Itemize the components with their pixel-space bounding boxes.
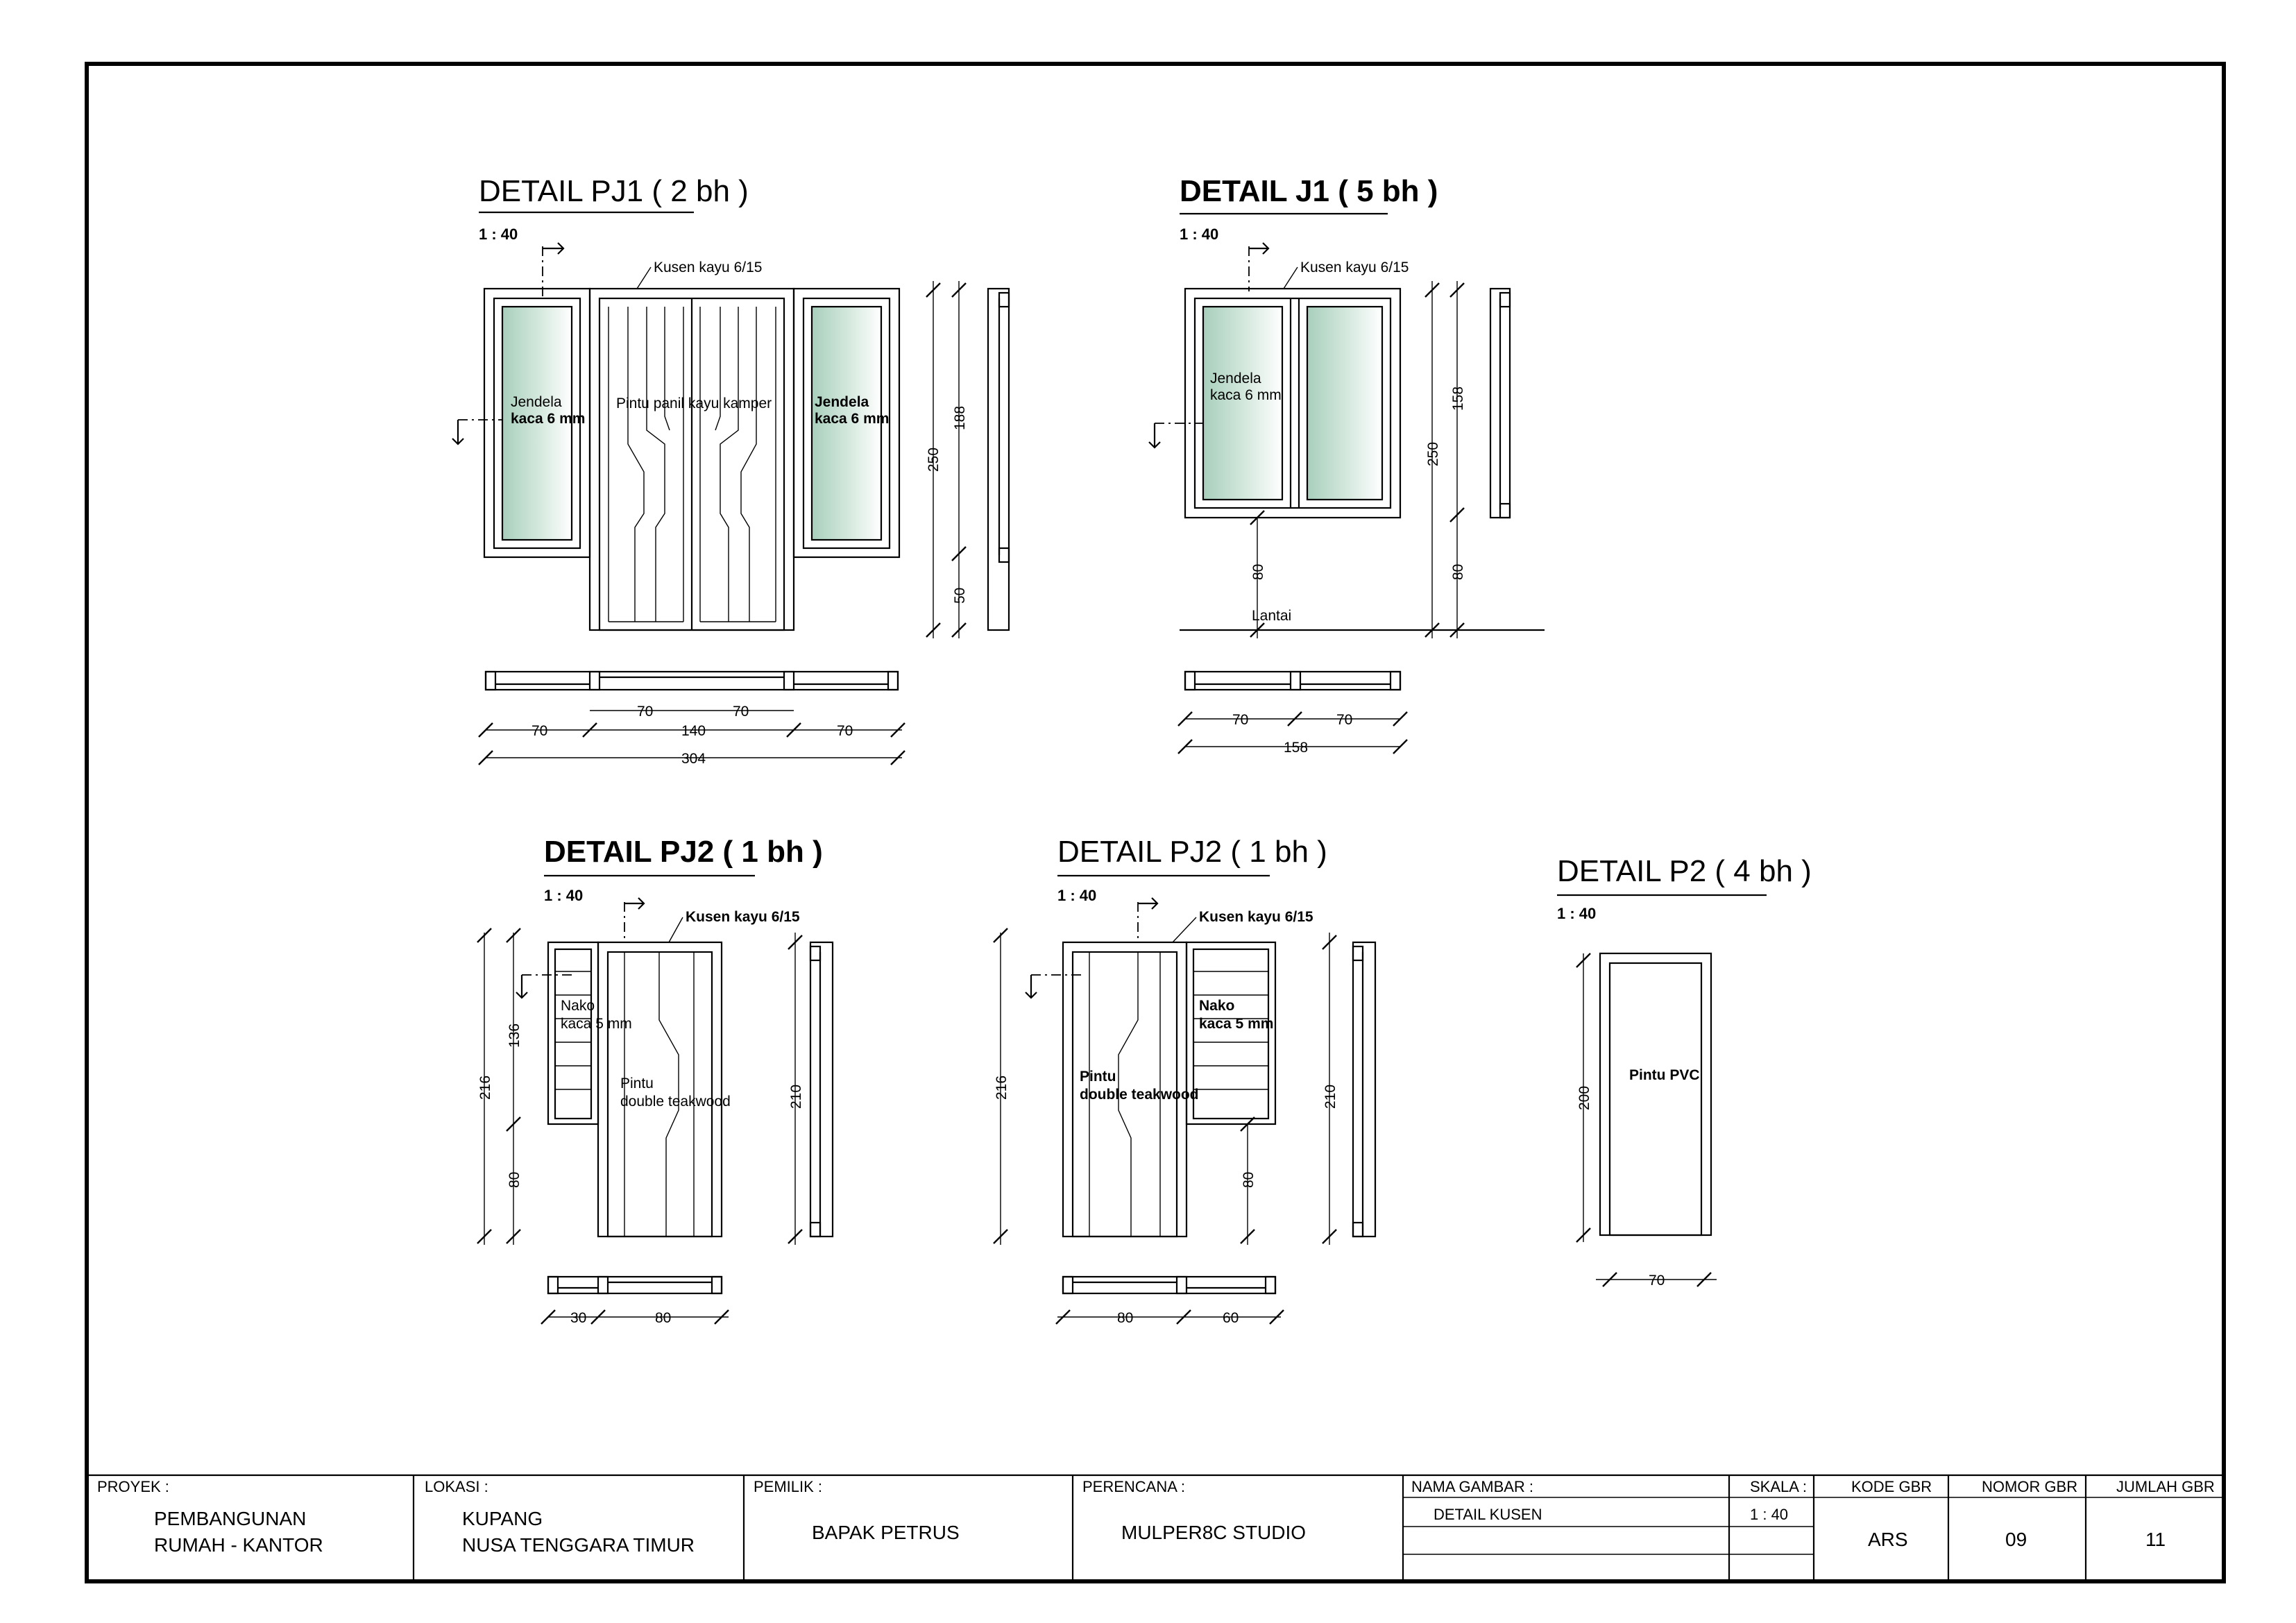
pj2b-door-label-2: double teakwood [1080,1087,1199,1103]
pj2a-dim-total: 216 [477,1075,493,1100]
pj2a-dim-nako: 136 [507,1023,522,1048]
tb-lokasi-line1: KUPANG [462,1508,543,1529]
pj1-dim-w-door1: 70 [637,704,654,720]
j1-dim-w-1: 70 [1232,712,1249,728]
pj1-dim-total-height: 250 [926,447,942,472]
j1-left-glass [1203,307,1282,500]
j1-dim-w-2: 70 [1336,712,1353,728]
tb-perencana-label: PERENCANA : [1082,1478,1185,1495]
pj1-dim-w-right: 70 [837,723,853,739]
title-block [87,1475,2224,1581]
p2-title: DETAIL P2 ( 4 bh ) [1557,854,1812,888]
p2-door-frame [1600,953,1711,1235]
j1-title: DETAIL J1 ( 5 bh ) [1180,174,1438,208]
pj2a-dim-w-2: 80 [655,1310,672,1326]
tb-pemilik-label: PEMILIK : [754,1478,823,1495]
detail-p2 [1557,854,1812,1289]
pj2a-title: DETAIL PJ2 ( 1 bh ) [544,835,823,869]
j1-floor-label: Lantai [1252,608,1292,624]
tb-nomor-label: NOMOR GBR [1982,1478,2078,1495]
pj1-frame-label: Kusen kayu 6/15 [654,260,763,275]
pj2a-door-label-1: Pintu [620,1076,654,1091]
pj2b-dim-w-2: 60 [1223,1310,1239,1326]
tb-proyek-line1: PEMBANGUNAN [154,1508,307,1529]
tb-skala-value: 1 : 40 [1750,1506,1789,1523]
pj2b-title: DETAIL PJ2 ( 1 bh ) [1057,835,1327,869]
j1-dim-w-total: 158 [1284,740,1309,756]
tb-nomor-value: 09 [2005,1529,2027,1550]
pj2a-scale: 1 : 40 [544,887,584,904]
detail-pj1 [452,174,1009,767]
pj2a-dim-bottom: 80 [507,1171,522,1188]
tb-jumlah-value: 11 [2145,1529,2166,1550]
j1-window-label-2: kaca 6 mm [1210,387,1282,403]
pj1-dim-middle: 188 [952,405,968,430]
detail-pj2-b [994,835,1375,1326]
tb-perencana-value: MULPER8C STUDIO [1121,1522,1307,1543]
p2-door-label: Pintu PVC [1629,1067,1700,1083]
tb-kode-value: ARS [1868,1529,1908,1550]
detail-j1 [1149,174,1545,756]
j1-right-glass [1307,307,1382,500]
tb-kode-label: KODE GBR [1851,1478,1932,1495]
pj2b-nako-label-1: Nako [1199,998,1235,1014]
tb-jumlah-label: JUMLAH GBR [2116,1478,2215,1495]
sheet-border [87,64,2224,1581]
pj1-scale: 1 : 40 [479,226,518,243]
pj1-dim-w-door2: 70 [733,704,749,720]
pj2b-dim-side: 210 [1323,1084,1338,1109]
pj2a-door-label-2: double teakwood [620,1094,731,1110]
pj2a-dim-w-1: 30 [570,1310,587,1326]
pj1-dim-w-mid: 140 [681,723,706,739]
tb-lokasi-label: LOKASI : [425,1478,488,1495]
j1-frame-label: Kusen kayu 6/15 [1300,260,1409,275]
pj1-title: DETAIL PJ1 ( 2 bh ) [479,174,749,208]
j1-window-label-1: Jendela [1210,371,1261,386]
pj2a-nako-label-2: kaca 5 mm [561,1016,632,1032]
pj2b-dim-w-1: 80 [1117,1310,1134,1326]
tb-pemilik-value: BAPAK PETRUS [812,1522,960,1543]
pj2b-dim-total: 216 [994,1075,1010,1100]
pj1-window-left-label-2: kaca 6 mm [511,411,586,427]
pj2b-scale: 1 : 40 [1057,887,1097,904]
pj2b-door-label-1: Pintu [1080,1069,1116,1085]
detail-pj2-a [477,835,833,1326]
tb-nama-gambar-value: DETAIL KUSEN [1434,1506,1542,1523]
pj2a-nako-label-1: Nako [561,998,595,1014]
j1-dim-total-height: 250 [1425,441,1441,466]
pj1-door-label: Pintu panil kayu kamper [616,396,772,411]
tb-proyek-label: PROYEK : [97,1478,169,1495]
j1-dim-window: 158 [1450,386,1466,411]
p2-dim-height: 200 [1576,1085,1592,1110]
tb-proyek-line2: RUMAH - KANTOR [154,1534,323,1556]
pj1-dim-bottom: 50 [952,587,968,604]
pj2a-frame-label: Kusen kayu 6/15 [686,909,800,925]
j1-dim-sill-1: 80 [1250,563,1266,580]
pj1-window-right-label-2: kaca 6 mm [815,411,890,427]
tb-skala-label: SKALA : [1750,1478,1807,1495]
pj1-window-left-label-1: Jendela [511,394,562,410]
pj2b-dim-bottom: 80 [1241,1171,1257,1188]
tb-nama-gambar-label: NAMA GAMBAR : [1411,1478,1534,1495]
pj1-window-right-label-1: Jendela [815,394,869,410]
pj2a-dim-side: 210 [788,1084,804,1109]
pj1-dim-w-total: 304 [681,751,706,767]
j1-dim-sill-2: 80 [1450,563,1466,580]
p2-scale: 1 : 40 [1557,905,1597,922]
tb-lokasi-line2: NUSA TENGGARA TIMUR [462,1534,695,1556]
p2-dim-width: 70 [1649,1273,1665,1289]
j1-scale: 1 : 40 [1180,226,1219,243]
pj2b-nako-label-2: kaca 5 mm [1199,1016,1274,1032]
pj1-dim-w-left: 70 [532,723,548,739]
pj2b-frame-label: Kusen kayu 6/15 [1199,909,1313,925]
